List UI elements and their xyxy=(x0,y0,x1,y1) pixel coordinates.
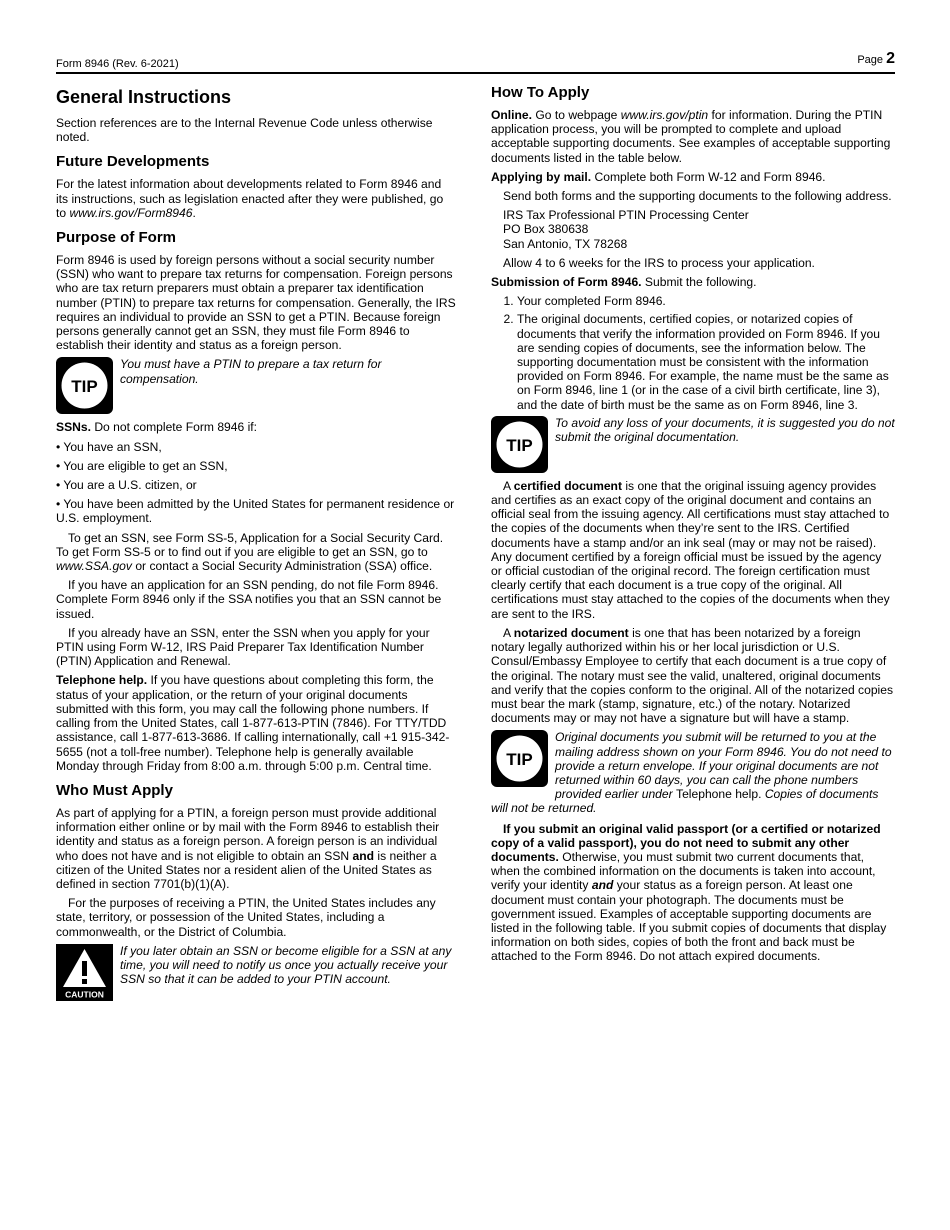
svg-text:TIP: TIP xyxy=(506,435,533,455)
already-ssn-text: If you already have an SSN, enter the SSN when you apply for your PTIN using Form W-12, IRS Paid Preparer Tax Identification Number (PTIN) Application and Renewal. xyxy=(56,625,430,669)
bullet-item: • You are eligible to get an SSN, xyxy=(56,458,228,473)
purpose-text: Form 8946 is used by foreign persons without a social security number (SSN) who want to prepare tax returns for compensation. Foreign persons who are tax return preparers must obtain a preparer tax identification number (PTIN) to prepare tax returns for compensation. Generally, the IRS requires an individual to provide an SSN to get a PTIN. Because foreign persons generally cannot get an SSN, they must file Form 8946 to establish their identity and status as a foreign person. xyxy=(56,253,456,353)
ssa-link[interactable]: www.SSA.gov xyxy=(56,559,132,574)
page-number: 2 xyxy=(886,50,895,67)
future-developments-text: For the latest information about developments related to Form 8946 and its instructions, such as legislation enacted after they were published, go to www.irs.gov/Form8946. xyxy=(56,177,444,220)
tip-text: You must have a PTIN to prepare a tax return for compensation. xyxy=(120,357,382,386)
future-developments-heading: Future Developments xyxy=(56,153,210,171)
right-column xyxy=(491,84,895,969)
tip-text: Original documents you submit will be returned to you at the mailing address shown on your Form 8946. You do not need to provide a return envelope. If your original documents are not returned within 60 days, you can call the phone numbers provided earlier under Telephone help. Copies of documents will not be returned. xyxy=(491,730,892,816)
applying-by-mail-text: Applying by mail. Complete both Form W-12 and Form 8946. xyxy=(491,169,826,184)
page-header xyxy=(56,52,895,74)
ssns-paragraph: SSNs. Do not complete Form 8946 if: xyxy=(56,420,257,435)
notarized-document-text: A notarized document is one that has been notarized by a foreign notary legally authorized within his or her local jurisdiction or U.S. Consul/Embassy Employee to certify that each document is a true copy of the original. The notary must see the valid, unaltered, original documents and verify that the copies conform to the original. All of the notarized copies must bear the mark (stamp, signature, etc.) of the notary. Notarized documents may or may not have a signature but will have a stamp. xyxy=(491,625,894,726)
page-word: Page xyxy=(857,54,884,66)
united-states-definition: For the purposes of receiving a PTIN, the United States includes any state, territory, or possession of the United States, including a commonwealth, or the District of Columbia. xyxy=(56,896,436,939)
bullet-item: • You have been admitted by the United States for permanent residence or U.S. employment. xyxy=(56,497,455,526)
list-item: 2. The original documents, certified copies, or notarized copies of documents that verify the information provided on Form 8946. If you are sending copies of documents, see the information below. The supporting documentation must be consistent with the information provided on Form 8946. For example, the name must be the same as on Form 8946, line 1 (or in the case of a civil birth certificate, line 3), and the date of birth must be the same as on Form 8946, line 3. xyxy=(517,312,895,411)
caution-text: If you later obtain an SSN or become eligible for a SSN at any time, you will need to notify us once you actually receive your SSN so that it can be added to your PTIN account. xyxy=(120,943,452,987)
tip-text: To avoid any loss of your documents, it is suggested you do not submit the original documentation. xyxy=(555,415,895,445)
svg-text:CAUTION: CAUTION xyxy=(65,989,104,1000)
general-instructions-heading: General Instructions xyxy=(56,87,232,107)
certified-document-text: A certified document is one that the original issuing agency provides and certifies as an exact copy of the original document and contains an official seal from the issuing agency. All certifications must stay attached to the copies of the documents when they’re sent to the IRS. Certified documents have a stamp and/or an ink seal (may or may not be raised). Any document certified by a foreign official must be issued by the agency or official custodian of the original record. The foreign certification must clearly certify that each document is a true copy of the original. All certifications must stay attached to the copies of the documents when they are sent to the IRS. xyxy=(491,478,890,621)
left-column xyxy=(56,84,456,1007)
bullet-item: • You are a U.S. citizen, or xyxy=(56,478,197,493)
tip-icon xyxy=(491,730,548,787)
address-line: IRS Tax Professional PTIN Processing Center xyxy=(503,208,749,223)
telephone-help-text: Telephone help. If you have questions about completing this form, the status of your application, or the return of your original documents submitted with this form, you may call the following phone numbers. If calling from the United States, call 1-877-613-PTIN (7846). For TTY/TDD assistance, call 1-877-613-3686. If calling internationally, call +1 915-342-5655 (not a toll-free number). Telephone help is generally available Monday through Friday from 8:00 a.m. through 5:00 p.m. Central time. xyxy=(56,673,450,773)
how-to-apply-heading: How To Apply xyxy=(491,84,590,101)
page-indicator xyxy=(857,52,895,67)
submission-list xyxy=(491,294,895,412)
get-ssn-text: To get an SSN, see Form SS-5, Application for a Social Security Card. To get Form SS-5 or to find out if you are eligible to get an SSN, go to www.SSA.gov or contact a Social Security Administration (SSA) office. xyxy=(56,530,444,574)
tip-icon xyxy=(56,357,113,414)
caution-icon xyxy=(56,944,113,1001)
purpose-heading: Purpose of Form xyxy=(56,229,177,247)
address-line: San Antonio, TX 78268 xyxy=(503,236,628,251)
passport-text: If you submit an original valid passport (or a certified or notarized copy of a valid passport), you do not need to submit any other documents. Otherwise, you must submit two current documents that, when the combined information on the documents is taken into account, verify your identity and your status as a foreign person. At least one document must contain your photograph. The documents must be government issued. Examples of acceptable supporting documents are listed in the following table. If you submit copies of documents that display information on both sides, copies of both the front and back must be attached to the Form 8946. Do not attach expired documents. xyxy=(491,821,887,964)
ptin-link[interactable]: www.irs.gov/ptin xyxy=(620,108,709,122)
form8946-link[interactable]: www.irs.gov/Form8946 xyxy=(69,205,193,220)
address-line: PO Box 380638 xyxy=(503,222,589,237)
online-text: Online. Go to webpage www.irs.gov/ptin for information. During the PTIN application process, you will be prompted to complete and upload acceptable supporting documents. See examples of acceptable supporting documents listed in the table below. xyxy=(491,108,891,165)
list-item: 1. Your completed Form 8946. xyxy=(517,294,895,308)
who-must-apply-heading: Who Must Apply xyxy=(56,781,173,799)
svg-text:TIP: TIP xyxy=(506,750,533,770)
mailing-address xyxy=(491,208,895,251)
processing-time-text: Allow 4 to 6 weeks for the IRS to process your application. xyxy=(503,255,815,270)
ssn-pending-text: If you have an application for an SSN pending, do not file Form 8946. Complete Form 8946 only if the SSA notifies you that an SSN cannot be issued. xyxy=(56,578,442,621)
svg-text:TIP: TIP xyxy=(71,377,98,397)
tip-callout-originals xyxy=(491,416,895,473)
send-forms-text: Send both forms and the supporting documents to the following address. xyxy=(503,189,892,204)
general-text: Section references are to the Internal Revenue Code unless otherwise noted. xyxy=(56,116,433,145)
submission-text: Submission of Form 8946. Submit the following. xyxy=(491,275,757,290)
who-must-apply-text: As part of applying for a PTIN, a foreign person must provide additional information either online or by mail with the Form 8946 to establish their identity and status as a foreign person. A foreign person is an individual who does not have and is not eligible to obtain an SSN and is neither a citizen of the United States nor a resident alien of the United States as defined in section 7701(b)(1)(A). xyxy=(56,805,440,891)
tip-callout-ptin xyxy=(56,357,456,414)
bullet-item: • You have an SSN, xyxy=(56,439,162,454)
tip-callout-return xyxy=(491,730,895,815)
tip-icon xyxy=(491,416,548,473)
form-revision: Form 8946 (Rev. 6-2021) xyxy=(56,58,179,70)
caution-callout xyxy=(56,944,456,1001)
